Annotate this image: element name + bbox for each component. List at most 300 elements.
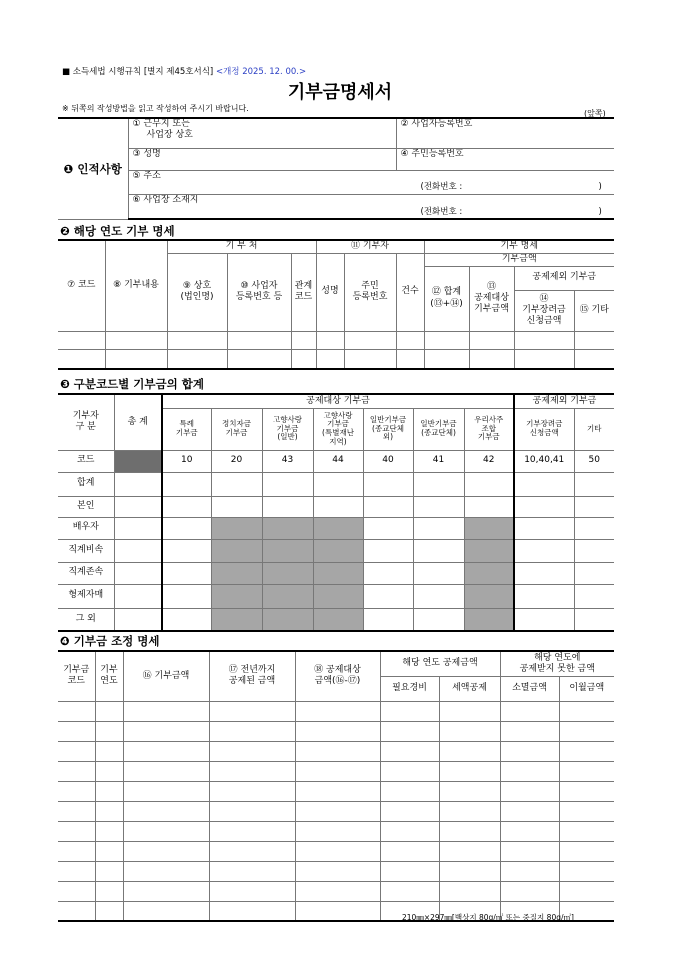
col-total — [424, 266, 469, 331]
input-cell[interactable] — [95, 861, 123, 881]
col-type-1 — [211, 408, 262, 450]
code-value: 20 — [211, 450, 262, 472]
col-type-2-3: (일반) — [277, 432, 298, 442]
col-type-scholar-1: 기부장려금 — [526, 419, 563, 429]
table-row — [58, 472, 614, 496]
shaded-cell — [262, 517, 313, 539]
input-cell[interactable] — [380, 741, 439, 761]
input-cell[interactable] — [574, 584, 614, 608]
col-type-scholar-2: 신청금액 — [529, 428, 559, 437]
section2-title: ❷ 해당 연도 기부 명세 — [60, 224, 175, 238]
col-donor-type-2: 구 분 — [75, 422, 96, 433]
input-cell[interactable] — [209, 801, 295, 821]
field-business-address[interactable] — [128, 194, 614, 219]
shaded-cell — [114, 450, 162, 472]
input-cell[interactable] — [313, 496, 363, 517]
input-cell[interactable] — [114, 496, 162, 517]
business-phone-close: ) — [598, 206, 602, 217]
col-rel-2: 코드 — [294, 292, 313, 302]
input-cell[interactable] — [123, 821, 209, 841]
input-cell[interactable] — [380, 761, 439, 781]
input-cell[interactable] — [162, 539, 211, 562]
input-cell[interactable] — [514, 562, 574, 584]
table-row — [58, 539, 614, 562]
table-row — [58, 781, 614, 801]
code-value: 50 — [574, 450, 614, 472]
input-cell[interactable] — [559, 881, 614, 901]
table-row — [58, 861, 614, 881]
input-cell[interactable] — [424, 349, 469, 369]
input-cell[interactable] — [295, 741, 380, 761]
col-rel — [291, 253, 316, 331]
col-scholar-3: 신청금액 — [526, 316, 562, 327]
input-cell[interactable] — [396, 349, 424, 369]
col-year-1: 기부 — [100, 665, 118, 675]
code-value: 44 — [313, 450, 363, 472]
col-eligible-group: 공제대상 기부금 — [162, 394, 514, 408]
col-scholar-1: ⑭ — [539, 293, 549, 304]
input-cell[interactable] — [162, 562, 211, 584]
col-rel-1: 관계 — [294, 280, 313, 291]
input-cell[interactable] — [295, 801, 380, 821]
code-label: 코드 — [58, 450, 114, 472]
col-donor-type-1: 기부자 — [72, 411, 99, 421]
input-cell[interactable] — [439, 741, 500, 761]
business-phone — [420, 206, 602, 218]
instruction: ※ 뒤쪽의 작성방법을 읽고 작성하여 주시기 바랍니다. — [62, 104, 249, 113]
input-cell[interactable] — [167, 331, 227, 349]
input-cell[interactable] — [380, 701, 439, 721]
input-cell[interactable] — [413, 584, 464, 608]
field-rrn[interactable]: ④ 주민등록번호 — [396, 148, 614, 170]
input-cell[interactable] — [559, 861, 614, 881]
input-cell[interactable] — [162, 517, 211, 539]
col-type-4-1: 일반기부금 — [369, 415, 407, 425]
input-cell[interactable] — [413, 562, 464, 584]
table-row — [58, 881, 614, 901]
shaded-cell — [211, 584, 262, 608]
input-cell[interactable] — [574, 496, 614, 517]
shaded-cell — [313, 608, 363, 631]
shaded-cell — [464, 517, 514, 539]
code-row — [58, 450, 614, 472]
input-cell[interactable] — [58, 801, 95, 821]
field-name[interactable]: ③ 성명 — [128, 148, 396, 170]
col-carry: 이월금액 — [559, 676, 614, 701]
donation-detail-table — [58, 239, 614, 370]
table-row — [58, 349, 614, 369]
col-type-other: 기타 — [574, 408, 614, 450]
col-type-5-1: 일반기부금 — [420, 419, 457, 429]
col-amount: ⑯ 기부금액 — [123, 651, 209, 701]
col-prior — [209, 651, 295, 701]
input-cell[interactable] — [209, 741, 295, 761]
section1-label: ❶ 인적사항 — [58, 118, 128, 219]
col-current: 해당 연도 공제금액 — [380, 651, 500, 676]
input-cell[interactable] — [344, 349, 396, 369]
table-row — [58, 841, 614, 861]
row-label: 배우자 — [58, 517, 114, 539]
table-row — [58, 496, 614, 517]
col-detail: 기부 명세 — [424, 240, 614, 253]
row-label: 직계비속 — [58, 539, 114, 562]
table-row — [58, 608, 614, 631]
code-summary-table — [58, 393, 614, 632]
input-cell[interactable] — [380, 861, 439, 881]
col-type-4 — [363, 408, 413, 450]
input-cell[interactable] — [514, 539, 574, 562]
shaded-cell — [262, 584, 313, 608]
input-cell[interactable] — [439, 881, 500, 901]
input-cell[interactable] — [58, 881, 95, 901]
table-row — [58, 821, 614, 841]
input-cell[interactable] — [396, 331, 424, 349]
input-cell[interactable] — [114, 517, 162, 539]
input-cell[interactable] — [209, 841, 295, 861]
input-cell[interactable] — [209, 701, 295, 721]
input-cell[interactable] — [209, 721, 295, 741]
col-notdeducted — [500, 651, 614, 676]
col-code-2: 코드 — [67, 676, 85, 687]
col-type-3-3: (특별재난 — [322, 428, 354, 437]
input-cell[interactable] — [500, 761, 559, 781]
input-cell[interactable] — [58, 841, 95, 861]
input-cell[interactable] — [295, 881, 380, 901]
row-label: 합계 — [58, 472, 114, 496]
col-type-3-4: 지역) — [329, 436, 347, 446]
col-type-scholar — [514, 408, 574, 450]
input-cell[interactable] — [380, 781, 439, 801]
input-cell[interactable] — [514, 472, 574, 496]
code-value: 10,40,41 — [514, 450, 574, 472]
input-cell[interactable] — [413, 496, 464, 517]
input-cell[interactable] — [313, 472, 363, 496]
input-cell[interactable] — [500, 721, 559, 741]
col-target-2: 금액(⑯-⑰) — [314, 676, 361, 687]
col-type-3-2: 기부금 — [327, 419, 349, 429]
row-label: 직계존속 — [58, 562, 114, 584]
input-cell[interactable] — [162, 584, 211, 608]
input-cell[interactable] — [95, 701, 123, 721]
input-cell[interactable] — [439, 761, 500, 781]
col-person: 성명 — [316, 253, 344, 331]
input-cell[interactable] — [344, 331, 396, 349]
input-cell[interactable] — [363, 517, 413, 539]
field-business-reg-no[interactable]: ② 사업자등록번호 — [396, 118, 614, 148]
col-type-1-2: 기부금 — [225, 428, 248, 437]
input-cell[interactable] — [209, 781, 295, 801]
input-cell[interactable] — [123, 761, 209, 781]
input-cell[interactable] — [167, 349, 227, 369]
paper-spec: 210㎜×297㎜[백상지 80g/㎡ 또는 중질지 80g/㎡] — [402, 913, 574, 922]
input-cell[interactable] — [380, 821, 439, 841]
input-cell[interactable] — [500, 821, 559, 841]
input-cell[interactable] — [500, 861, 559, 881]
input-cell[interactable] — [114, 584, 162, 608]
input-cell[interactable] — [363, 608, 413, 631]
col-type-6-2: 조합 — [481, 423, 496, 433]
input-cell[interactable] — [514, 584, 574, 608]
col-scholar — [514, 290, 574, 331]
input-cell[interactable] — [58, 781, 95, 801]
input-cell[interactable] — [114, 539, 162, 562]
input-cell[interactable] — [363, 472, 413, 496]
col-rrn-1: 주민 — [361, 280, 379, 291]
input-cell[interactable] — [123, 881, 209, 901]
col-reg — [227, 253, 291, 331]
input-cell[interactable] — [95, 841, 123, 861]
input-cell[interactable] — [114, 608, 162, 631]
code-value: 42 — [464, 450, 514, 472]
col-donor-type — [58, 394, 114, 450]
col-grand-total: 총 계 — [114, 394, 162, 450]
input-cell[interactable] — [209, 881, 295, 901]
input-cell[interactable] — [227, 349, 291, 369]
input-cell[interactable] — [469, 331, 514, 349]
input-cell[interactable] — [559, 841, 614, 861]
input-cell[interactable] — [123, 841, 209, 861]
table-row — [58, 584, 614, 608]
input-cell[interactable] — [114, 562, 162, 584]
col-type-5-2: (종교단체) — [421, 428, 456, 437]
col-reg-2: 등록번호 등 — [235, 292, 283, 302]
input-cell[interactable] — [95, 821, 123, 841]
input-cell[interactable] — [123, 701, 209, 721]
input-cell[interactable] — [114, 472, 162, 496]
input-cell[interactable] — [500, 741, 559, 761]
input-cell[interactable] — [162, 496, 211, 517]
input-cell[interactable] — [439, 821, 500, 841]
input-cell[interactable] — [291, 331, 316, 349]
input-cell[interactable] — [58, 349, 105, 369]
code-value: 40 — [363, 450, 413, 472]
input-cell[interactable] — [295, 781, 380, 801]
input-cell[interactable] — [574, 331, 614, 349]
regulation-line — [62, 65, 306, 77]
input-cell[interactable] — [514, 331, 574, 349]
input-cell[interactable] — [380, 841, 439, 861]
input-cell[interactable] — [105, 349, 167, 369]
input-cell[interactable] — [295, 901, 380, 921]
col-rrn — [344, 253, 396, 331]
input-cell[interactable] — [574, 517, 614, 539]
col-prior-1: ⑰ 전년까지 — [228, 665, 276, 675]
input-cell[interactable] — [464, 472, 514, 496]
input-cell[interactable] — [58, 901, 95, 921]
input-cell[interactable] — [58, 741, 95, 761]
input-cell[interactable] — [514, 496, 574, 517]
input-cell[interactable] — [95, 801, 123, 821]
col-type-0-2: 기부금 — [175, 428, 198, 437]
code-value: 10 — [162, 450, 211, 472]
col-type-4-3: 외) — [382, 432, 394, 442]
section3-title: ❸ 구분코드별 기부금의 합계 — [60, 377, 204, 391]
input-cell[interactable] — [500, 701, 559, 721]
regulation: ■ 소득세법 시행규칙 [별지 제45호서식] — [62, 67, 214, 77]
input-cell[interactable] — [559, 761, 614, 781]
address-phone — [420, 181, 602, 193]
input-cell[interactable] — [380, 721, 439, 741]
col-eligible — [469, 266, 514, 331]
input-cell[interactable] — [500, 801, 559, 821]
col-type-2-1: 고향사랑 — [273, 415, 302, 425]
input-cell[interactable] — [295, 861, 380, 881]
table-row — [58, 331, 614, 349]
input-cell[interactable] — [413, 539, 464, 562]
shaded-cell — [464, 584, 514, 608]
input-cell[interactable] — [123, 721, 209, 741]
input-cell[interactable] — [209, 861, 295, 881]
input-cell[interactable] — [559, 781, 614, 801]
shaded-cell — [262, 539, 313, 562]
input-cell[interactable] — [95, 741, 123, 761]
shaded-cell — [211, 539, 262, 562]
input-cell[interactable] — [413, 608, 464, 631]
col-year — [95, 651, 123, 701]
input-cell[interactable] — [58, 761, 95, 781]
input-cell[interactable] — [439, 841, 500, 861]
shaded-cell — [313, 517, 363, 539]
input-cell[interactable] — [58, 821, 95, 841]
field-address-label: ⑤ 주소 — [132, 170, 161, 181]
col-donor: ⑪ 기부자 — [316, 240, 424, 253]
input-cell[interactable] — [95, 881, 123, 901]
input-cell[interactable] — [295, 841, 380, 861]
col-rrn-2: 등록번호 — [352, 292, 388, 302]
col-code — [58, 651, 95, 701]
shaded-cell — [211, 517, 262, 539]
col-total-1: ⑫ 합계 — [431, 287, 462, 298]
row-label: 본인 — [58, 496, 114, 517]
input-cell[interactable] — [500, 841, 559, 861]
input-cell[interactable] — [500, 781, 559, 801]
col-type-1-1: 정치자금 — [222, 419, 251, 429]
input-cell[interactable] — [262, 496, 313, 517]
page-side: (앞쪽) — [584, 109, 606, 118]
input-cell[interactable] — [413, 517, 464, 539]
code-value: 41 — [413, 450, 464, 472]
input-cell[interactable] — [574, 349, 614, 369]
input-cell[interactable] — [514, 608, 574, 631]
input-cell[interactable] — [95, 721, 123, 741]
col-expense: 필요경비 — [380, 676, 439, 701]
input-cell[interactable] — [439, 701, 500, 721]
input-cell[interactable] — [211, 496, 262, 517]
input-cell[interactable] — [559, 801, 614, 821]
input-cell[interactable] — [262, 472, 313, 496]
input-cell[interactable] — [58, 721, 95, 741]
input-cell[interactable] — [464, 496, 514, 517]
col-type-6 — [464, 408, 514, 450]
col-excluded: 공제제외 기부금 — [514, 266, 614, 290]
col-notdeducted-2: 공제받지 못한 금액 — [519, 663, 595, 674]
input-cell[interactable] — [424, 331, 469, 349]
input-cell[interactable] — [439, 781, 500, 801]
col-type-3 — [313, 408, 363, 450]
input-cell[interactable] — [58, 701, 95, 721]
input-cell[interactable] — [295, 721, 380, 741]
col-type-2 — [262, 408, 313, 450]
input-cell[interactable] — [574, 562, 614, 584]
input-cell[interactable] — [95, 761, 123, 781]
input-cell[interactable] — [574, 539, 614, 562]
input-cell[interactable] — [439, 721, 500, 741]
input-cell[interactable] — [123, 801, 209, 821]
input-cell[interactable] — [413, 472, 464, 496]
col-other: ⑮ 기타 — [574, 290, 614, 331]
input-cell[interactable] — [123, 861, 209, 881]
input-cell[interactable] — [295, 701, 380, 721]
input-cell[interactable] — [380, 801, 439, 821]
input-cell[interactable] — [227, 331, 291, 349]
field-address[interactable] — [128, 170, 614, 194]
input-cell[interactable] — [514, 517, 574, 539]
input-cell[interactable] — [559, 721, 614, 741]
input-cell[interactable] — [363, 562, 413, 584]
input-cell[interactable] — [295, 761, 380, 781]
col-reg-1: ⑩ 사업자 — [240, 280, 278, 291]
input-cell[interactable] — [123, 901, 209, 921]
input-cell[interactable] — [123, 781, 209, 801]
input-cell[interactable] — [363, 584, 413, 608]
input-cell[interactable] — [380, 881, 439, 901]
input-cell[interactable] — [574, 608, 614, 631]
input-cell[interactable] — [209, 761, 295, 781]
input-cell[interactable] — [209, 821, 295, 841]
shaded-cell — [262, 562, 313, 584]
input-cell[interactable] — [574, 472, 614, 496]
col-eligible-2: 공제대상 — [474, 292, 509, 303]
input-cell[interactable] — [439, 861, 500, 881]
input-cell[interactable] — [123, 741, 209, 761]
col-year-2: 연도 — [100, 676, 118, 687]
input-cell[interactable] — [439, 801, 500, 821]
table-row — [58, 761, 614, 781]
input-cell[interactable] — [162, 608, 211, 631]
input-cell[interactable] — [162, 472, 211, 496]
input-cell[interactable] — [363, 496, 413, 517]
form-title: 기부금명세서 — [287, 82, 393, 103]
field-workplace-name-2: 사업장 상호 — [146, 130, 193, 141]
input-cell[interactable] — [95, 781, 123, 801]
input-cell[interactable] — [559, 701, 614, 721]
input-cell[interactable] — [316, 331, 344, 349]
input-cell[interactable] — [559, 741, 614, 761]
input-cell[interactable] — [211, 472, 262, 496]
input-cell[interactable] — [209, 901, 295, 921]
adjustment-rows — [58, 701, 614, 921]
col-type-6-3: 기부금 — [477, 432, 500, 442]
input-cell[interactable] — [363, 539, 413, 562]
input-cell[interactable] — [291, 349, 316, 369]
col-target — [295, 651, 380, 701]
input-cell[interactable] — [469, 349, 514, 369]
col-type-6-1: 우리사주 — [474, 415, 504, 425]
table-row — [58, 721, 614, 741]
col-total-2: (⑬+⑭) — [430, 298, 463, 309]
input-cell[interactable] — [316, 349, 344, 369]
input-cell[interactable] — [500, 881, 559, 901]
input-cell[interactable] — [295, 821, 380, 841]
input-cell[interactable] — [58, 861, 95, 881]
input-cell[interactable] — [105, 331, 167, 349]
input-cell[interactable] — [95, 901, 123, 921]
input-cell[interactable] — [514, 349, 574, 369]
col-prior-2: 공제된 금액 — [228, 676, 276, 687]
input-cell[interactable] — [559, 821, 614, 841]
input-cell[interactable] — [58, 331, 105, 349]
row-label: 형제자매 — [58, 584, 114, 608]
